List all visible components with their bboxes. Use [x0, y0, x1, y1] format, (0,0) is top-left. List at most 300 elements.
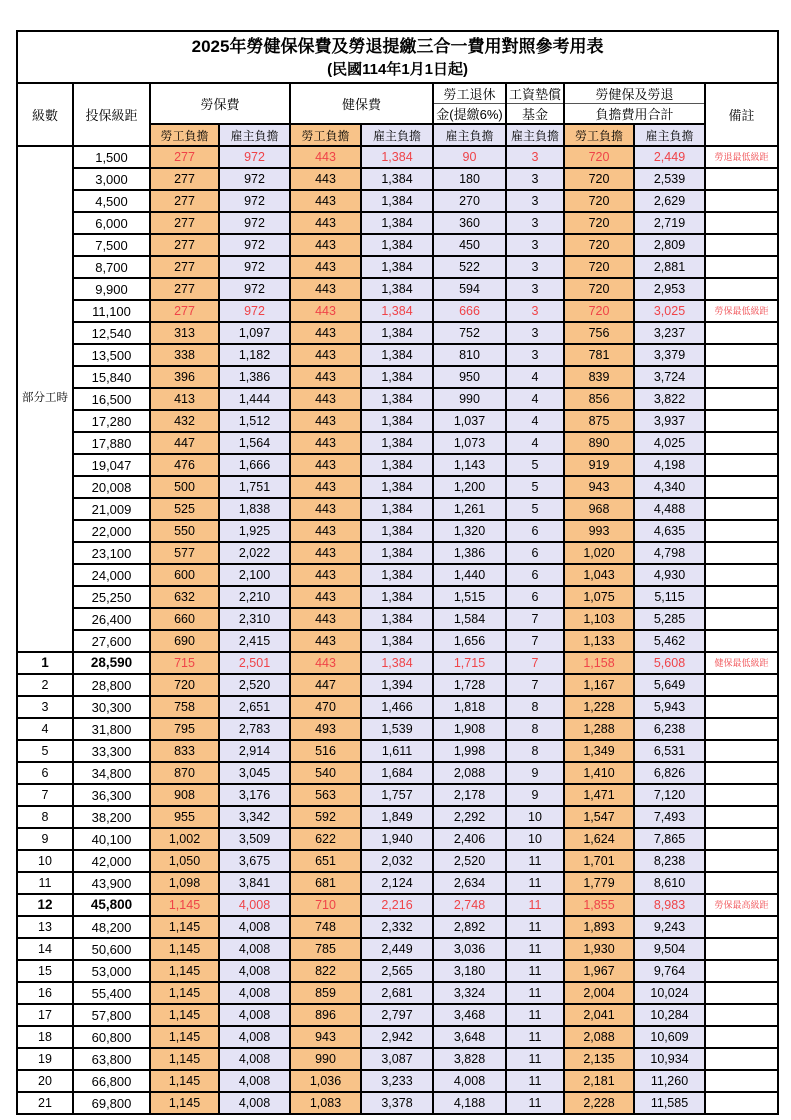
remark-cell: [705, 322, 778, 344]
health-employee-cell: 516: [290, 740, 361, 762]
labor-employee-cell: 1,145: [150, 1070, 219, 1092]
health-employee-cell: 563: [290, 784, 361, 806]
labor-employer-cell: 972: [219, 146, 290, 168]
labor-employee-cell: 500: [150, 476, 219, 498]
health-employer-cell: 2,449: [361, 938, 433, 960]
labor-employee-cell: 396: [150, 366, 219, 388]
total-employee-cell: 2,228: [564, 1092, 634, 1114]
col-header-labor-fee: 勞保費: [150, 83, 290, 124]
total-employer-cell: 5,285: [634, 608, 705, 630]
total-employer-cell: 4,930: [634, 564, 705, 586]
wage-fund-employer-cell: 11: [506, 916, 564, 938]
total-employee-cell: 2,004: [564, 982, 634, 1004]
total-employer-cell: 9,504: [634, 938, 705, 960]
health-employer-cell: 3,233: [361, 1070, 433, 1092]
labor-employer-cell: 4,008: [219, 938, 290, 960]
bracket-cell: 40,100: [73, 828, 150, 850]
wage-fund-employer-cell: 3: [506, 278, 564, 300]
wage-fund-employer-cell: 3: [506, 190, 564, 212]
table-row: [17, 454, 778, 476]
total-employer-cell: 2,629: [634, 190, 705, 212]
remark-cell: [705, 344, 778, 366]
total-employer-cell: 7,865: [634, 828, 705, 850]
health-employee-cell: 785: [290, 938, 361, 960]
health-employee-cell: 443: [290, 388, 361, 410]
labor-employer-cell: 2,100: [219, 564, 290, 586]
total-employee-cell: 1,893: [564, 916, 634, 938]
total-employer-cell: 3,822: [634, 388, 705, 410]
health-employer-cell: 1,394: [361, 674, 433, 696]
remark-cell: [705, 630, 778, 652]
remark-cell: 勞保最高級距: [705, 894, 778, 916]
wage-fund-employer-cell: 4: [506, 410, 564, 432]
wage-fund-employer-cell: 8: [506, 696, 564, 718]
remark-cell: 勞退最低級距: [705, 146, 778, 168]
health-employee-cell: 990: [290, 1048, 361, 1070]
total-employer-cell: 8,238: [634, 850, 705, 872]
part-time-label-cell: 部分工時: [17, 146, 73, 652]
subheader-total-employer: 雇主負擔: [634, 124, 705, 146]
total-employee-cell: 720: [564, 278, 634, 300]
pension-employer-cell: 1,386: [433, 542, 506, 564]
labor-employee-cell: 795: [150, 718, 219, 740]
table-row: [17, 894, 778, 916]
table-row: [17, 740, 778, 762]
subheader-wage-fund-employer: 雇主負擔: [506, 124, 564, 146]
title-row: [17, 31, 778, 83]
health-employee-cell: 443: [290, 542, 361, 564]
table-row: [17, 300, 778, 322]
wage-fund-employer-cell: 8: [506, 718, 564, 740]
total-employee-cell: 919: [564, 454, 634, 476]
health-employee-cell: 443: [290, 586, 361, 608]
table-row: [17, 212, 778, 234]
bracket-cell: 60,800: [73, 1026, 150, 1048]
table-row: [17, 828, 778, 850]
level-cell: 16: [17, 982, 73, 1004]
labor-employer-cell: 4,008: [219, 916, 290, 938]
remark-cell: [705, 674, 778, 696]
bracket-cell: 12,540: [73, 322, 150, 344]
remark-cell: [705, 1026, 778, 1048]
health-employee-cell: 443: [290, 608, 361, 630]
labor-employer-cell: 2,310: [219, 608, 290, 630]
bracket-cell: 7,500: [73, 234, 150, 256]
subheader-labor-employer: 雇主負擔: [219, 124, 290, 146]
bracket-cell: 55,400: [73, 982, 150, 1004]
total-employee-cell: 2,088: [564, 1026, 634, 1048]
wage-fund-employer-cell: 11: [506, 850, 564, 872]
health-employee-cell: 443: [290, 278, 361, 300]
health-employee-cell: 943: [290, 1026, 361, 1048]
labor-employer-cell: 4,008: [219, 1070, 290, 1092]
labor-employer-cell: 3,509: [219, 828, 290, 850]
total-employer-cell: 5,115: [634, 586, 705, 608]
total-employee-cell: 720: [564, 190, 634, 212]
level-cell: 3: [17, 696, 73, 718]
health-employee-cell: 822: [290, 960, 361, 982]
labor-employee-cell: 1,050: [150, 850, 219, 872]
pension-employer-cell: 1,818: [433, 696, 506, 718]
remark-cell: [705, 718, 778, 740]
health-employer-cell: 1,384: [361, 520, 433, 542]
col-header-wage-fund-line2: 基金: [506, 104, 564, 125]
wage-fund-employer-cell: 6: [506, 586, 564, 608]
table-row: [17, 630, 778, 652]
health-employer-cell: 1,384: [361, 256, 433, 278]
pension-employer-cell: 594: [433, 278, 506, 300]
labor-employer-cell: 3,841: [219, 872, 290, 894]
level-cell: 8: [17, 806, 73, 828]
wage-fund-employer-cell: 11: [506, 1026, 564, 1048]
total-employer-cell: 2,809: [634, 234, 705, 256]
total-employer-cell: 4,635: [634, 520, 705, 542]
level-cell: 14: [17, 938, 73, 960]
labor-employee-cell: 277: [150, 146, 219, 168]
labor-employer-cell: 1,666: [219, 454, 290, 476]
bracket-cell: 4,500: [73, 190, 150, 212]
labor-employer-cell: 1,925: [219, 520, 290, 542]
total-employer-cell: 10,284: [634, 1004, 705, 1026]
table-row: [17, 872, 778, 894]
level-cell: 4: [17, 718, 73, 740]
subheader-pension-employer: 雇主負擔: [433, 124, 506, 146]
wage-fund-employer-cell: 3: [506, 168, 564, 190]
total-employee-cell: 781: [564, 344, 634, 366]
level-cell: 19: [17, 1048, 73, 1070]
labor-employer-cell: 4,008: [219, 1026, 290, 1048]
remark-cell: [705, 234, 778, 256]
labor-employee-cell: 870: [150, 762, 219, 784]
labor-employer-cell: 972: [219, 168, 290, 190]
total-employee-cell: 943: [564, 476, 634, 498]
wage-fund-employer-cell: 9: [506, 762, 564, 784]
health-employer-cell: 3,378: [361, 1092, 433, 1114]
bracket-cell: 69,800: [73, 1092, 150, 1114]
health-employee-cell: 443: [290, 212, 361, 234]
pension-employer-cell: 1,908: [433, 718, 506, 740]
health-employer-cell: 1,384: [361, 586, 433, 608]
wage-fund-employer-cell: 11: [506, 1004, 564, 1026]
bracket-cell: 13,500: [73, 344, 150, 366]
pension-employer-cell: 450: [433, 234, 506, 256]
health-employer-cell: 1,384: [361, 608, 433, 630]
health-employee-cell: 443: [290, 146, 361, 168]
health-employee-cell: 443: [290, 256, 361, 278]
remark-cell: [705, 850, 778, 872]
level-cell: 13: [17, 916, 73, 938]
health-employer-cell: 1,466: [361, 696, 433, 718]
labor-employee-cell: 660: [150, 608, 219, 630]
col-header-remark: 備註: [705, 83, 778, 146]
bracket-cell: 30,300: [73, 696, 150, 718]
labor-employee-cell: 690: [150, 630, 219, 652]
remark-cell: [705, 1004, 778, 1026]
labor-employee-cell: 277: [150, 212, 219, 234]
labor-employee-cell: 1,098: [150, 872, 219, 894]
total-employee-cell: 720: [564, 146, 634, 168]
table-row: [17, 586, 778, 608]
pension-employer-cell: 1,440: [433, 564, 506, 586]
remark-cell: [705, 960, 778, 982]
labor-employer-cell: 1,444: [219, 388, 290, 410]
wage-fund-employer-cell: 5: [506, 498, 564, 520]
pension-employer-cell: 3,828: [433, 1048, 506, 1070]
remark-cell: [705, 454, 778, 476]
labor-employer-cell: 972: [219, 256, 290, 278]
total-employer-cell: 5,943: [634, 696, 705, 718]
bracket-cell: 9,900: [73, 278, 150, 300]
wage-fund-employer-cell: 3: [506, 256, 564, 278]
wage-fund-employer-cell: 11: [506, 982, 564, 1004]
health-employer-cell: 1,384: [361, 344, 433, 366]
remark-cell: [705, 256, 778, 278]
pension-employer-cell: 522: [433, 256, 506, 278]
total-employer-cell: 3,937: [634, 410, 705, 432]
total-employee-cell: 720: [564, 212, 634, 234]
remark-cell: [705, 806, 778, 828]
pension-employer-cell: 1,656: [433, 630, 506, 652]
total-employee-cell: 1,167: [564, 674, 634, 696]
total-employer-cell: 3,237: [634, 322, 705, 344]
pension-employer-cell: 1,998: [433, 740, 506, 762]
total-employer-cell: 6,826: [634, 762, 705, 784]
health-employer-cell: 1,384: [361, 300, 433, 322]
subheader-labor-employee: 勞工負擔: [150, 124, 219, 146]
level-cell: 9: [17, 828, 73, 850]
table-row: [17, 476, 778, 498]
table-row: [17, 1004, 778, 1026]
pension-employer-cell: 1,584: [433, 608, 506, 630]
health-employer-cell: 1,384: [361, 234, 433, 256]
total-employer-cell: 2,881: [634, 256, 705, 278]
remark-cell: [705, 190, 778, 212]
wage-fund-employer-cell: 7: [506, 608, 564, 630]
pension-employer-cell: 3,468: [433, 1004, 506, 1026]
total-employer-cell: 4,025: [634, 432, 705, 454]
pension-employer-cell: 2,634: [433, 872, 506, 894]
total-employee-cell: 720: [564, 256, 634, 278]
wage-fund-employer-cell: 8: [506, 740, 564, 762]
labor-employer-cell: 972: [219, 300, 290, 322]
labor-employee-cell: 600: [150, 564, 219, 586]
labor-employee-cell: 1,145: [150, 982, 219, 1004]
total-employee-cell: 1,779: [564, 872, 634, 894]
health-employee-cell: 443: [290, 564, 361, 586]
table-row: [17, 542, 778, 564]
bracket-cell: 3,000: [73, 168, 150, 190]
total-employer-cell: 3,025: [634, 300, 705, 322]
total-employer-cell: 8,983: [634, 894, 705, 916]
bracket-cell: 11,100: [73, 300, 150, 322]
total-employee-cell: 1,133: [564, 630, 634, 652]
total-employee-cell: 720: [564, 300, 634, 322]
total-employee-cell: 1,288: [564, 718, 634, 740]
labor-employee-cell: 550: [150, 520, 219, 542]
bracket-cell: 38,200: [73, 806, 150, 828]
total-employee-cell: 2,135: [564, 1048, 634, 1070]
labor-employer-cell: 972: [219, 234, 290, 256]
col-header-level: 級數: [17, 83, 73, 146]
wage-fund-employer-cell: 11: [506, 960, 564, 982]
table-row: [17, 366, 778, 388]
labor-employee-cell: 720: [150, 674, 219, 696]
bracket-cell: 36,300: [73, 784, 150, 806]
level-cell: 12: [17, 894, 73, 916]
remark-cell: [705, 388, 778, 410]
health-employer-cell: 1,384: [361, 322, 433, 344]
bracket-cell: 1,500: [73, 146, 150, 168]
remark-cell: [705, 520, 778, 542]
remark-cell: [705, 432, 778, 454]
health-employee-cell: 443: [290, 190, 361, 212]
subheader-health-employee: 勞工負擔: [290, 124, 361, 146]
col-header-health-fee: 健保費: [290, 83, 433, 124]
health-employee-cell: 443: [290, 410, 361, 432]
health-employer-cell: 1,384: [361, 454, 433, 476]
labor-employer-cell: 4,008: [219, 1004, 290, 1026]
bracket-cell: 53,000: [73, 960, 150, 982]
health-employer-cell: 2,565: [361, 960, 433, 982]
remark-cell: [705, 784, 778, 806]
total-employee-cell: 875: [564, 410, 634, 432]
labor-employer-cell: 3,045: [219, 762, 290, 784]
health-employee-cell: 443: [290, 630, 361, 652]
total-employer-cell: 4,798: [634, 542, 705, 564]
bracket-cell: 26,400: [73, 608, 150, 630]
wage-fund-employer-cell: 3: [506, 322, 564, 344]
labor-employer-cell: 2,651: [219, 696, 290, 718]
table-row: [17, 1026, 778, 1048]
health-employer-cell: 1,384: [361, 388, 433, 410]
labor-employee-cell: 908: [150, 784, 219, 806]
table-row: [17, 190, 778, 212]
bracket-cell: 19,047: [73, 454, 150, 476]
remark-cell: [705, 586, 778, 608]
bracket-cell: 17,880: [73, 432, 150, 454]
total-employee-cell: 1,930: [564, 938, 634, 960]
health-employee-cell: 447: [290, 674, 361, 696]
labor-employer-cell: 972: [219, 278, 290, 300]
health-employer-cell: 1,757: [361, 784, 433, 806]
remark-cell: 勞保最低級距: [705, 300, 778, 322]
total-employer-cell: 9,243: [634, 916, 705, 938]
labor-employee-cell: 447: [150, 432, 219, 454]
bracket-cell: 16,500: [73, 388, 150, 410]
labor-employer-cell: 2,210: [219, 586, 290, 608]
bracket-cell: 6,000: [73, 212, 150, 234]
table-row: [17, 388, 778, 410]
health-employee-cell: 443: [290, 344, 361, 366]
labor-employee-cell: 1,145: [150, 1092, 219, 1114]
wage-fund-employer-cell: 11: [506, 938, 564, 960]
total-employee-cell: 720: [564, 234, 634, 256]
wage-fund-employer-cell: 4: [506, 388, 564, 410]
remark-cell: [705, 1092, 778, 1114]
table-row: [17, 608, 778, 630]
labor-employee-cell: 413: [150, 388, 219, 410]
total-employer-cell: 10,934: [634, 1048, 705, 1070]
table-row: [17, 784, 778, 806]
remark-cell: [705, 476, 778, 498]
total-employer-cell: 2,449: [634, 146, 705, 168]
labor-employee-cell: 277: [150, 234, 219, 256]
table-title-cell: [17, 31, 778, 83]
wage-fund-employer-cell: 11: [506, 1048, 564, 1070]
pension-employer-cell: 666: [433, 300, 506, 322]
labor-employee-cell: 758: [150, 696, 219, 718]
labor-employee-cell: 1,145: [150, 1026, 219, 1048]
labor-employee-cell: 955: [150, 806, 219, 828]
labor-employer-cell: 972: [219, 190, 290, 212]
wage-fund-employer-cell: 11: [506, 894, 564, 916]
total-employee-cell: 1,075: [564, 586, 634, 608]
wage-fund-employer-cell: 11: [506, 872, 564, 894]
total-employer-cell: 3,724: [634, 366, 705, 388]
labor-employee-cell: 577: [150, 542, 219, 564]
level-cell: 21: [17, 1092, 73, 1114]
total-employee-cell: 2,041: [564, 1004, 634, 1026]
remark-cell: [705, 168, 778, 190]
health-employer-cell: 1,384: [361, 212, 433, 234]
header-row-group-top: [17, 83, 778, 104]
wage-fund-employer-cell: 4: [506, 366, 564, 388]
remark-cell: [705, 740, 778, 762]
health-employee-cell: 443: [290, 234, 361, 256]
table-row: [17, 344, 778, 366]
table-row: [17, 234, 778, 256]
table-row: [17, 982, 778, 1004]
remark-cell: 健保最低級距: [705, 652, 778, 674]
bracket-cell: 33,300: [73, 740, 150, 762]
table-row: [17, 322, 778, 344]
table-row: [17, 520, 778, 542]
labor-employee-cell: 277: [150, 190, 219, 212]
total-employee-cell: 1,967: [564, 960, 634, 982]
total-employer-cell: 9,764: [634, 960, 705, 982]
total-employee-cell: 720: [564, 168, 634, 190]
labor-employer-cell: 1,512: [219, 410, 290, 432]
labor-employer-cell: 4,008: [219, 1092, 290, 1114]
health-employee-cell: 443: [290, 498, 361, 520]
total-employer-cell: 4,340: [634, 476, 705, 498]
pension-employer-cell: 3,324: [433, 982, 506, 1004]
pension-employer-cell: 4,008: [433, 1070, 506, 1092]
labor-employer-cell: 4,008: [219, 960, 290, 982]
labor-employee-cell: 277: [150, 278, 219, 300]
labor-employer-cell: 1,386: [219, 366, 290, 388]
total-employer-cell: 10,024: [634, 982, 705, 1004]
total-employee-cell: 1,471: [564, 784, 634, 806]
bracket-cell: 21,009: [73, 498, 150, 520]
health-employee-cell: 622: [290, 828, 361, 850]
pension-employer-cell: 990: [433, 388, 506, 410]
total-employer-cell: 2,719: [634, 212, 705, 234]
pension-employer-cell: 2,520: [433, 850, 506, 872]
total-employee-cell: 1,701: [564, 850, 634, 872]
bracket-cell: 57,800: [73, 1004, 150, 1026]
bracket-cell: 34,800: [73, 762, 150, 784]
bracket-cell: 8,700: [73, 256, 150, 278]
labor-employer-cell: 4,008: [219, 894, 290, 916]
remark-cell: [705, 982, 778, 1004]
level-cell: 1: [17, 652, 73, 674]
bracket-cell: 43,900: [73, 872, 150, 894]
level-cell: 6: [17, 762, 73, 784]
pension-employer-cell: 950: [433, 366, 506, 388]
col-header-wage-fund-line1: 工資墊償: [506, 83, 564, 104]
total-employee-cell: 1,624: [564, 828, 634, 850]
